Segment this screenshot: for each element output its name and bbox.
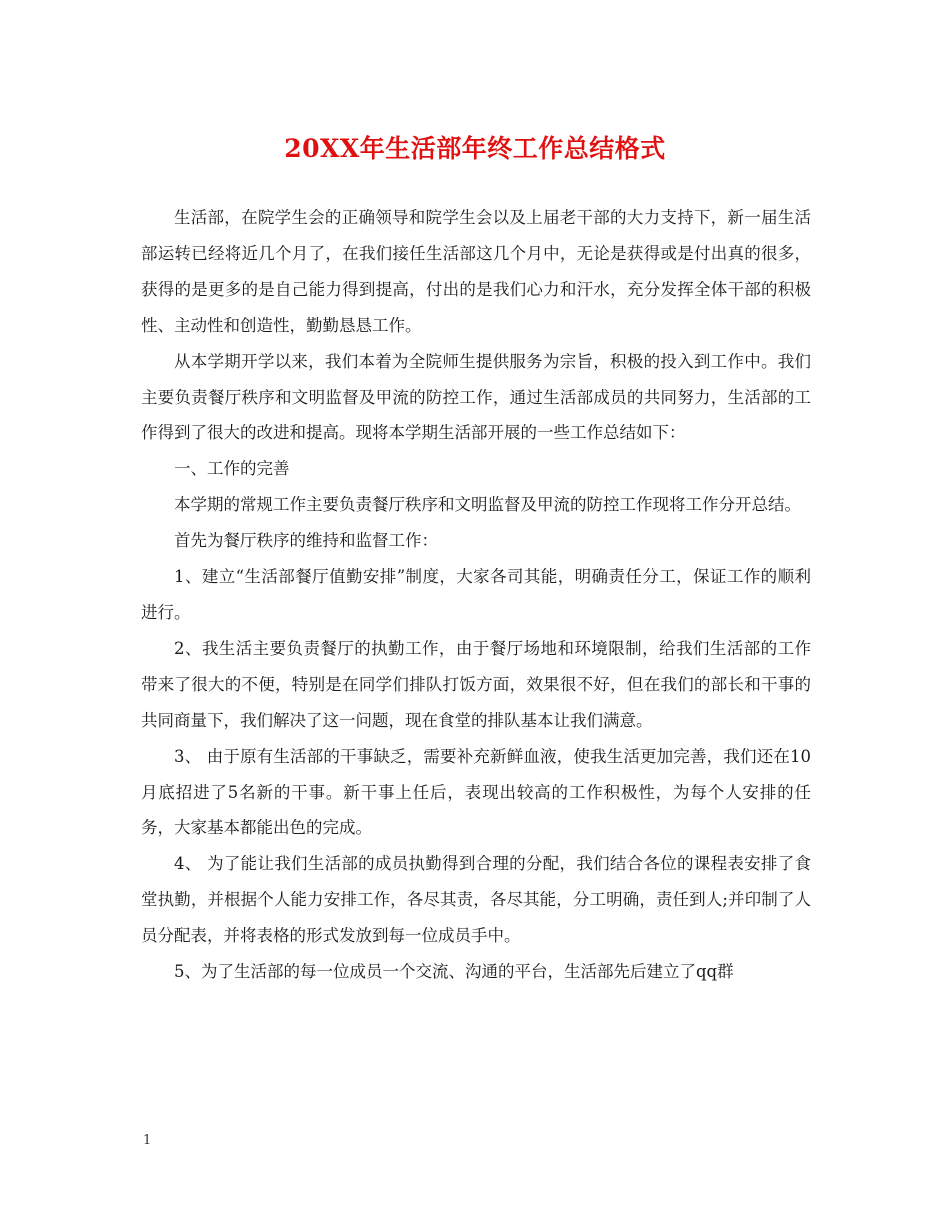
document-title: 20XX年生活部年终工作总结格式 <box>284 134 666 163</box>
list-item-5: 5、为了生活部的每一位成员一个交流、沟通的平台，生活部先后建立了qq群 <box>174 962 734 982</box>
list-item-4: 4、 为了能让我们生活部的成员执勤得到合理的分配，我们结合各位的课程表安排了食堂执勤，并根据个人能力安排工作，各尽其责，各尽其能，分工明确，责任到人;并印制了人员分配表，并将表格的形式发放到每一位成员手中。 <box>141 854 811 946</box>
document-body <box>141 200 811 990</box>
list-item-2: 2、我生活主要负责餐厅的执勤工作，由于餐厅场地和环境限制，给我们生活部的工作带来了很大的不便，特别是在同学们排队打饭方面，效果很不好，但在我们的部长和干事的共同商量下，我们解决了这一问题，现在食堂的排队基本让我们满意。 <box>141 638 811 730</box>
paragraph-routine-work: 本学期的常规工作主要负责餐厅秩序和文明监督及甲流的防控工作现将工作分开总结。 <box>174 495 801 515</box>
paragraph-overview: 从本学期开学以来，我们本着为全院师生提供服务为宗旨，积极的投入到工作中。我们主要负责餐厅秩序和文明监督及甲流的防控工作，通过生活部成员的共同努力，生活部的工作得到了很大的改进和提高。现将本学期生活部开展的一些工作总结如下： <box>141 351 811 443</box>
section-heading: 一、工作的完善 <box>174 459 290 479</box>
paragraph-canteen-order: 首先为餐厅秩序的维持和监督工作： <box>174 531 438 551</box>
page-number: 1 <box>143 1133 152 1148</box>
paragraph-intro: 生活部，在院学生会的正确领导和院学生会以及上届老干部的大力支持下，新一届生活部运转已经将近几个月了，在我们接任生活部这几个月中，无论是获得或是付出真的很多，获得的是更多的是自己能力得到提高，付出的是我们心力和汗水，充分发挥全体干部的积极性、主动性和创造性，勤勤恳恳工作。 <box>141 208 811 335</box>
list-item-1: 1、建立“生活部餐厅值勤安排”制度，大家各司其能，明确责任分工，保证工作的顺利进行。 <box>141 567 811 622</box>
list-item-3: 3、 由于原有生活部的干事缺乏，需要补充新鲜血液，使我生活更加完善，我们还在10月底招进了5名新的干事。新干事上任后，表现出较高的工作积极性，为每个人安排的任务，大家基本都能出色的完成。 <box>141 746 811 838</box>
